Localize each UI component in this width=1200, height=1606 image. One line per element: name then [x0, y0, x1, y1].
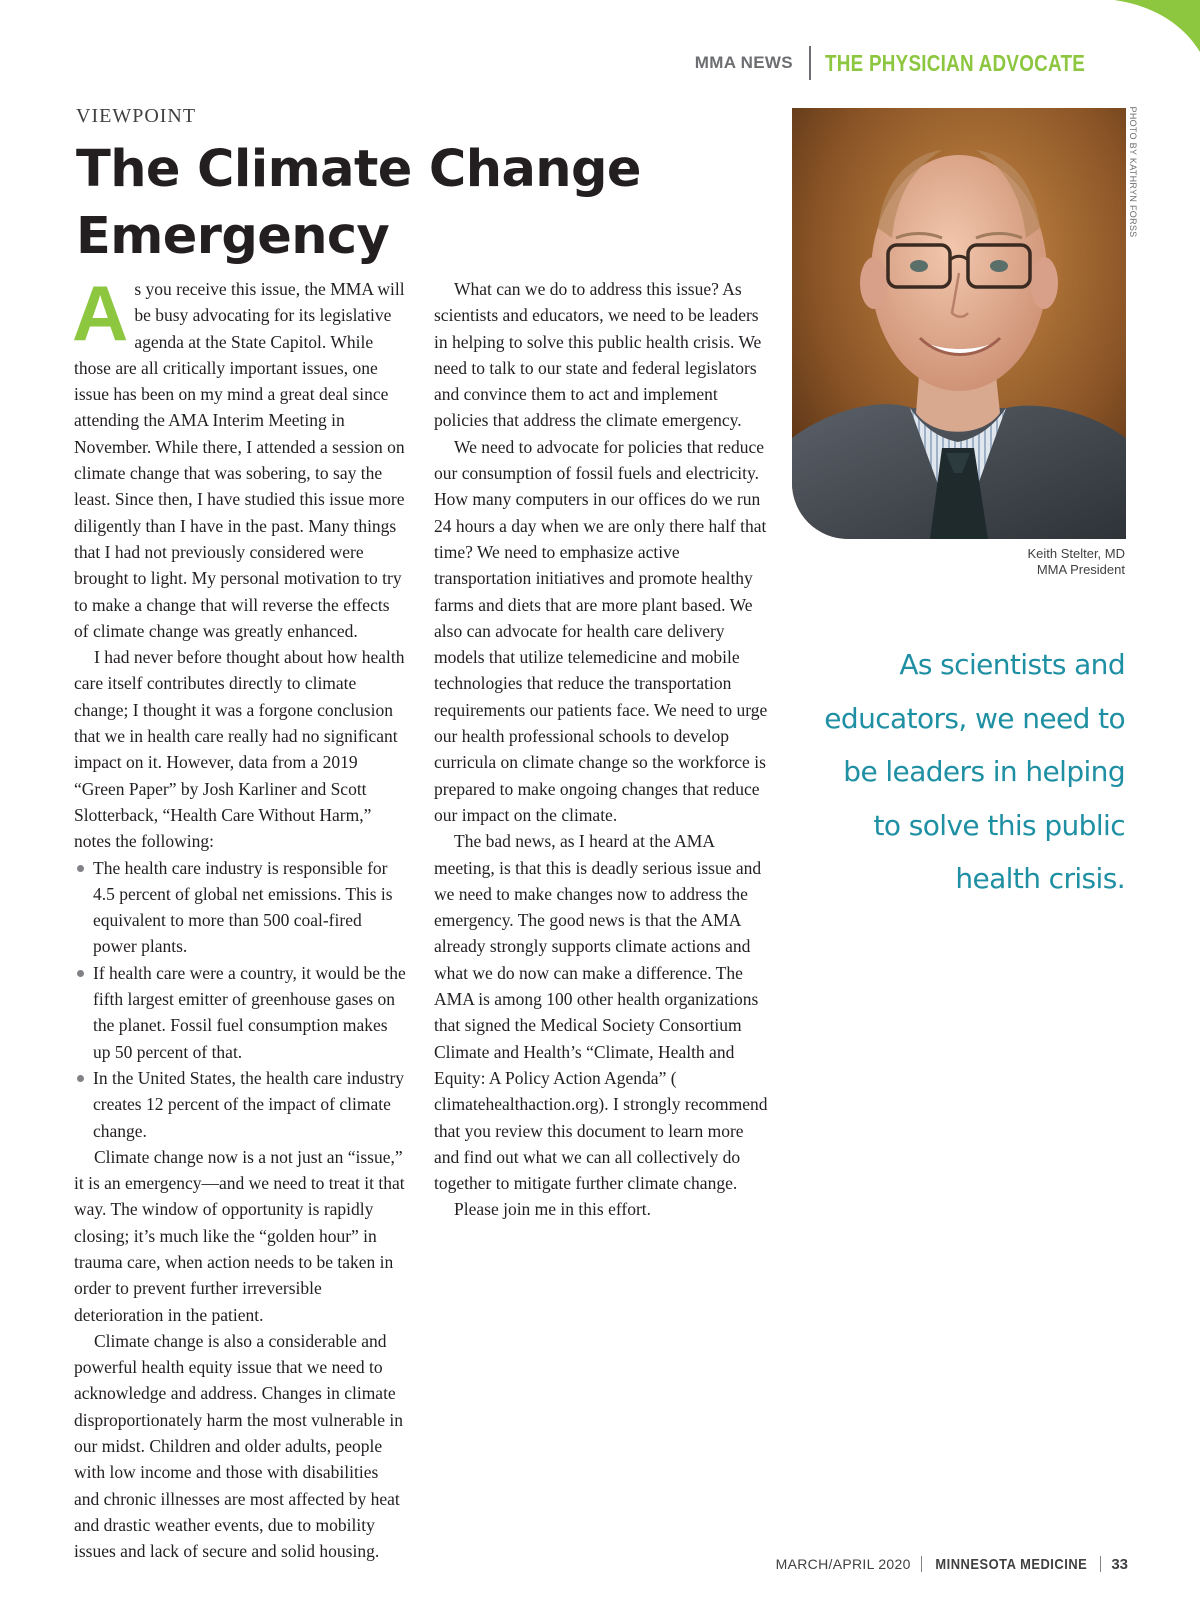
photo-credit [1126, 106, 1140, 238]
column-label: THE PHYSICIAN ADVOCATE [824, 49, 1085, 76]
caption-title: MMA President [1036, 562, 1125, 577]
pull-quote-line-3: be leaders in helping [843, 755, 1125, 788]
pull-quote-line-2: educators, we need to [824, 701, 1125, 735]
issue-date: MARCH/APRIL 2020 [775, 1556, 911, 1572]
pull-quote-line-1: As scientists and [899, 648, 1125, 681]
photo-credit-text: PHOTO BY KATHRYN FORSS [1128, 106, 1138, 238]
article-title [76, 136, 641, 270]
pull-quote-line-5: health crisis. [955, 862, 1125, 895]
article-column-2 [434, 276, 768, 1223]
paragraph-6: We need to advocate for policies that reduce our consumption of fossil fuels and electricity. How many computers in our offices do we run 24 hours a day when we are only there half that time? We need to emphasize active transportation initiatives and promote healthy farms and diets that are more plant based. We also can advocate for health care delivery models that utilize telemedicine and mobile technologies that reduce the transportation requirements our patients face. We need to urge our health professional schools to develop curricula on climate change so the workforce is prepared to make ongoing changes that reduce our impact on the climate. [434, 436, 768, 825]
paragraph-1-text: s you receive this issue, the MMA will be busy advocating for its legislative agenda at the State Capitol. While those are all critically important issues, one issue has been on my mind a great deal since attending the AMA Interim Meeting in November. While there, I attended a session on climate change that was sobering, to say the least. Since then, I have studied this issue more diligently than I have in the past. Many things that I had not previously considered were brought to light. My personal motivation to try to make a change that will reverse the effects of climate change was greatly enhanced. [74, 279, 405, 641]
footer-divider-2 [1100, 1556, 1101, 1572]
drop-cap: A [72, 269, 129, 357]
pull-quote [820, 638, 1125, 906]
header-divider [809, 46, 811, 80]
author-photo [792, 108, 1126, 539]
corner-swoosh [1114, 0, 1200, 52]
page-footer [776, 1553, 1128, 1575]
paragraph-5: What can we do to address this issue? As scientists and educators, we need to be leaders in helping to solve this public health crisis. We need to talk to our state and federal legislators and convince them to act and implement policies that address the climate emergency. [434, 279, 762, 431]
running-header [695, 46, 1102, 80]
paragraph-8: Please join me in this effort. [454, 1199, 652, 1220]
title-line-1: The Climate Change [76, 140, 641, 199]
photo-caption [1027, 546, 1125, 578]
bullet-item-3: In the United States, the health care industry creates 12 percent of the impact of climate change. [74, 1065, 406, 1144]
magazine-name: MINNESOTA MEDICINE [935, 1555, 1087, 1573]
paragraph-4: Climate change is also a considerable and powerful health equity issue that we need to acknowledge and address. Changes in climate disproportionately harm the most vulnerable in our midst. Children and older adults, people with low income and those with disabilities and chronic illnesses are most affected by heat and drastic weather events, due to mobility issues and lack of secure and solid housing. [74, 1330, 404, 1562]
section-label: MMA NEWS [694, 53, 793, 72]
caption-name: Keith Stelter, MD [1027, 546, 1125, 561]
paragraph-7: The bad news, as I heard at the AMA meeting, is that this is deadly serious issue and we need to make changes now to address the emergency. The good news is that the AMA already strongly supports climate actions and what we do now can make a difference. The AMA is among 100 other health organizations that signed the Medical Society Consortium Climate and Health’s “Climate, Health and Equity: A Policy Action Agenda” ( climatehealthaction.org). I strongly recommend that you review this document to learn more and find out what we can all collectively do together to mitigate further climate change. [434, 831, 768, 1194]
paragraph-3: Climate change now is a not just an “issue,” it is an emergency—and we need to treat it that way. The window of opportunity is rapidly closing; it’s much like the “golden hour” in trauma care, when action needs to be taken in order to prevent further irreversible deterioration in the patient. [74, 1146, 405, 1325]
page-number: 33 [1111, 1555, 1128, 1573]
bullet-item-1: The health care industry is responsible for 4.5 percent of global net emissions. This is equivalent to more than 500 coal-fired power plants. [74, 855, 406, 960]
portrait-illustration [792, 108, 1126, 539]
paragraph-2: I had never before thought about how health care itself contributes directly to climate change; I thought it was a forgone conclusion that we in health care really had no significant impact on it. However, data from a 2019 “Green Paper” by Josh Karliner and Scott Slotterback, “Health Care Without Harm,” notes the following: [74, 647, 405, 852]
bullet-list [74, 855, 406, 1144]
title-line-2: Emergency [76, 207, 390, 266]
article-column-1 [72, 269, 406, 1565]
footer-divider-1 [921, 1556, 922, 1572]
bullet-item-2: If health care were a country, it would be the fifth largest emitter of greenhouse gases on the planet. Fossil fuel consumption makes up 50 percent of that. [74, 960, 406, 1065]
pull-quote-line-4: to solve this public [873, 808, 1125, 842]
kicker: VIEWPOINT [76, 105, 197, 127]
paragraph-1 [72, 269, 406, 644]
